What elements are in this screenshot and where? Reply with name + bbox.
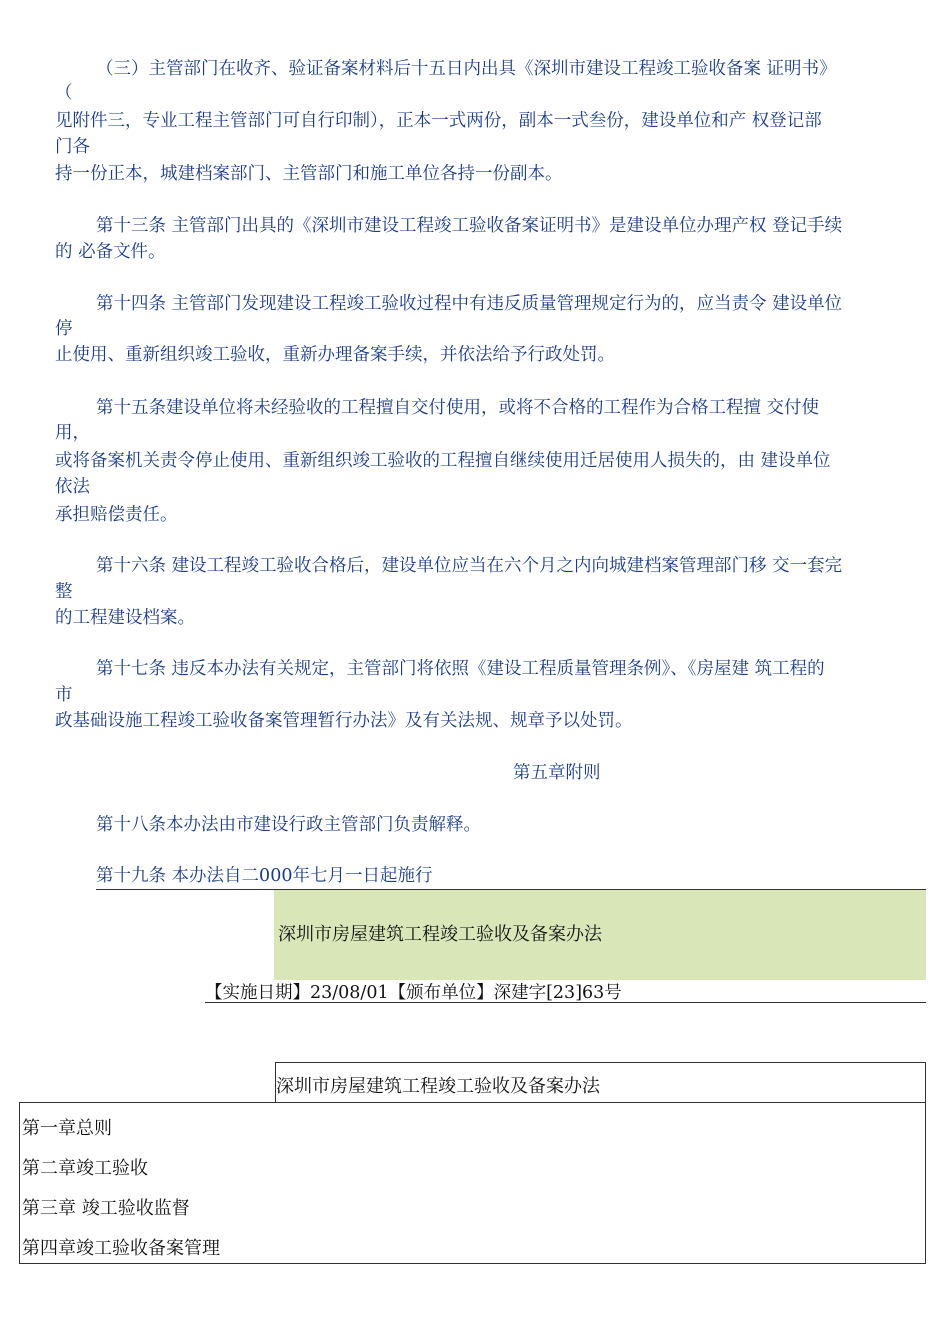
article-16-line-3: 的工程建设档案。 (55, 608, 195, 628)
toc-title: 深圳市房屋建筑工程竣工验收及备案办法 (276, 1076, 600, 1097)
metadata-underline (205, 1002, 926, 1003)
toc-item-chapter-3[interactable]: 第三章 竣工验收监督 (22, 1198, 190, 1219)
toc-title-cell (275, 1062, 926, 1103)
chapter-5-heading: 第五章附则 (513, 763, 601, 783)
article-13-line-2: 的 必备文件。 (55, 242, 166, 262)
article-16-line-1: 第十六条 建设工程竣工验收合格后，建设单位应当在六个月之内向城建档案管理部门移 交一套完 (96, 556, 843, 576)
article-16-line-2: 整 (55, 582, 73, 602)
article-17-line-1: 第十七条 违反本办法有关规定，主管部门将依照《建设工程质量管理条例》、《房屋建 筑工程的 (96, 659, 825, 679)
article-17-line-2: 市 (55, 685, 73, 705)
article-13-line-1: 第十三条 主管部门出具的《深圳市建设工程竣工验收备案证明书》是建设单位办理产权 登记手续 (96, 216, 843, 236)
article-14-line-2: 停 (55, 319, 73, 339)
toc-item-chapter-1[interactable]: 第一章总则 (22, 1118, 112, 1139)
article-15-line-1: 第十五条建设单位将未经验收的工程擅自交付使用，或将不合格的工程作为合格工程擅 交付使 (96, 398, 820, 418)
article-14-line-3: 止使用、重新组织竣工验收，重新办理备案手续，并依法给予行政处罚。 (55, 345, 615, 365)
toc-item-chapter-2[interactable]: 第二章竣工验收 (22, 1158, 148, 1179)
table-of-contents (19, 1102, 926, 1264)
metadata-line: 【实施日期】23/08/01【颁布单位】深建字[23]63号 (205, 983, 622, 1003)
article-15-line-3: 或将备案机关责令停止使用、重新组织竣工验收的工程擅自继续使用迁居使用人损失的，由 建设单位 (55, 451, 831, 471)
paragraph-12-3-line-1: （三）主管部门在收齐、验证备案材料后十五日内出具《深圳市建设工程竣工验收备案 证明书》 (96, 59, 837, 79)
article-14-line-1: 第十四条 主管部门发现建设工程竣工验收过程中有违反质量管理规定行为的，应当责令 建设单位 (96, 294, 843, 314)
document-title: 深圳市房屋建筑工程竣工验收及备案办法 (278, 924, 602, 945)
article-17-line-3: 政基础设施工程竣工验收备案管理暂行办法》及有关法规、规章予以处罚。 (55, 711, 633, 731)
article-19: 第十九条 本办法自二000年七月一日起施行 (96, 866, 433, 886)
article-15-line-4: 依法 (55, 477, 90, 497)
paragraph-12-3-line-5: 持一份正本，城建档案部门、主管部门和施工单位各持一份副本。 (55, 164, 563, 184)
article-15-line-2: 用， (55, 423, 90, 443)
article-15-line-5: 承担赔偿责任。 (55, 505, 178, 525)
document-title-banner (274, 890, 926, 980)
paragraph-12-3-line-4: 门各 (55, 137, 90, 157)
toc-item-chapter-4[interactable]: 第四章竣工验收备案管理 (22, 1238, 220, 1259)
paragraph-12-3-line-3: 见附件三，专业工程主管部门可自行印制），正本一式两份，副本一式叁份，建设单位和产 权登记部 (55, 111, 822, 131)
article-18: 第十八条本办法由市建设行政主管部门负责解释。 (96, 815, 481, 835)
paragraph-12-3-line-2: （ (55, 83, 73, 103)
